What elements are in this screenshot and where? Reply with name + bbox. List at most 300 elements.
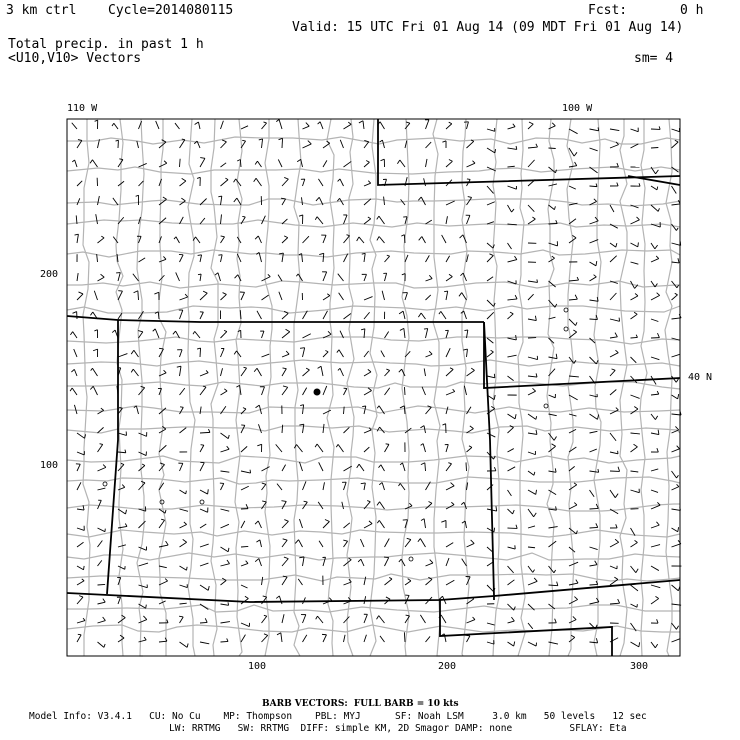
wind-barb (77, 526, 84, 531)
wind-barb (672, 293, 678, 300)
wind-barb (466, 215, 470, 224)
barb-note: BARB VECTORS: FULL BARB = 10 kts (262, 699, 459, 709)
wind-barb (282, 386, 288, 395)
county-line (620, 119, 627, 656)
wind-barb (98, 642, 106, 647)
wind-barb (446, 274, 452, 281)
wind-barb (221, 547, 229, 552)
wind-barb (426, 351, 433, 357)
wind-barb (112, 123, 118, 129)
wind-barb (276, 596, 282, 604)
wind-barb (610, 205, 614, 212)
state-border (107, 320, 118, 594)
wind-barb (200, 218, 205, 224)
wind-barb (377, 236, 385, 243)
wind-barb (77, 634, 81, 642)
wind-barb (508, 295, 518, 300)
wind-barb (446, 543, 453, 547)
wind-barb (221, 214, 222, 224)
wind-barb (549, 205, 556, 210)
wind-barb (651, 545, 660, 547)
wind-barb (672, 258, 680, 263)
wind-barb (569, 466, 575, 471)
wind-barb (221, 121, 224, 129)
wind-barb (418, 539, 426, 547)
wind-barb (254, 368, 261, 376)
wind-barb (323, 482, 324, 490)
wind-barb (672, 484, 679, 490)
wind-barb (467, 140, 474, 148)
wind-barb (98, 599, 106, 604)
wind-barb (77, 273, 78, 281)
wind-barb (377, 502, 385, 509)
wind-barb (651, 619, 658, 623)
wind-barb (651, 642, 658, 648)
wind-barb (131, 350, 138, 357)
wind-barb (344, 523, 350, 528)
wind-barb (590, 638, 598, 643)
wind-barb (379, 465, 385, 471)
wind-barb (98, 500, 102, 509)
wind-barb (445, 444, 449, 452)
wind-barb (569, 616, 576, 623)
wind-barb (322, 272, 327, 281)
wind-barb (651, 469, 658, 471)
wind-barb (303, 481, 306, 490)
wind-barb (424, 329, 428, 338)
wind-barb (631, 357, 637, 363)
wind-barb (337, 350, 344, 357)
wind-barb (262, 483, 266, 490)
wind-barb (117, 597, 121, 604)
wind-barb (631, 566, 639, 573)
wind-barb (137, 141, 139, 148)
wind-barb (467, 446, 472, 452)
wind-barb (651, 243, 658, 249)
wind-barb (338, 179, 344, 186)
wind-barb (159, 519, 165, 528)
wind-barb (221, 471, 230, 472)
wind-barb (159, 256, 166, 262)
wind-barb (118, 450, 126, 453)
wind-barb (323, 557, 326, 566)
wind-barb (98, 617, 106, 623)
wind-barb (98, 528, 106, 532)
wind-barb (569, 277, 579, 281)
wind-barb (610, 539, 619, 547)
wind-barb (631, 585, 638, 591)
wind-barb (98, 465, 106, 471)
county-line (67, 167, 680, 174)
wind-barb (379, 482, 384, 490)
wind-barb (279, 138, 283, 148)
wind-barb (98, 541, 103, 547)
wind-barb (442, 141, 446, 148)
county-line (640, 119, 647, 656)
wind-barb (221, 446, 230, 452)
wind-barb (257, 311, 262, 319)
wind-barb (159, 509, 166, 513)
wind-barb (610, 293, 616, 300)
wind-barb (259, 139, 263, 148)
wind-barb (98, 196, 100, 205)
wind-barb (262, 615, 267, 623)
wind-barb (159, 620, 168, 623)
wind-barb (241, 470, 251, 473)
wind-barb (405, 255, 408, 262)
wind-barb (487, 277, 493, 281)
calm-wind-marker (200, 500, 204, 504)
wind-barb (672, 186, 677, 193)
wind-barb (590, 297, 599, 301)
wind-barb (200, 604, 208, 610)
wind-barb (221, 178, 229, 186)
run-name: 3 km ctrl (6, 3, 77, 18)
wind-barb (610, 433, 616, 441)
wind-barb (528, 642, 537, 646)
wind-barb (118, 291, 122, 300)
wind-barb (344, 122, 352, 129)
wind-barb (528, 623, 533, 629)
wind-barb (361, 483, 366, 490)
wind-barb (318, 179, 323, 186)
wind-barb (318, 366, 323, 376)
wind-barb (404, 632, 405, 642)
wind-barb (301, 615, 306, 623)
wind-barb (200, 524, 206, 528)
wind-barb (77, 566, 84, 570)
wind-barb (179, 254, 183, 262)
wind-barb (301, 179, 305, 186)
wind-barb (364, 369, 371, 376)
wind-barb (467, 426, 474, 433)
wind-barb (343, 215, 347, 224)
wind-barb (303, 334, 311, 338)
wind-barb (343, 540, 347, 547)
wind-barb (193, 331, 200, 338)
wind-barb (71, 369, 77, 376)
model-info: Model Info: V3.4.1 CU: No Cu MP: Thompson PBL: MYJ SF: Noah LSM 3.0 km 50 levels 12 sec (29, 711, 647, 722)
wind-barb (98, 236, 105, 243)
wind-barb (569, 597, 578, 604)
wind-barb (342, 502, 344, 509)
wind-barb (426, 220, 432, 224)
wind-barb (446, 483, 454, 490)
wind-barb (255, 521, 261, 528)
wind-barb (179, 616, 183, 623)
county-line (567, 119, 574, 656)
wind-barb (426, 255, 430, 262)
wind-barb (156, 121, 159, 129)
bottom-label-200: 200 (438, 661, 457, 672)
wind-barb (255, 236, 261, 243)
wind-barb (487, 202, 495, 205)
wind-barb (467, 161, 476, 167)
county-line (67, 530, 680, 537)
wind-barb (316, 616, 323, 623)
wind-barb (528, 373, 537, 377)
wind-barb (442, 424, 446, 433)
wind-barb (446, 502, 454, 509)
wind-barb (241, 521, 245, 528)
wind-barb (508, 166, 515, 167)
wind-barb (276, 119, 282, 129)
wind-barb (631, 433, 640, 434)
wind-barb (220, 483, 224, 490)
wind-barb (459, 293, 467, 300)
wind-barb (590, 394, 598, 397)
wind-barb (344, 427, 350, 433)
wind-barb (446, 558, 449, 566)
wind-barb (180, 159, 181, 167)
wind-barb (651, 522, 659, 528)
county-line (67, 406, 680, 413)
wind-barb (218, 196, 221, 205)
wind-barb (631, 395, 640, 398)
wind-barb (282, 177, 288, 186)
wind-barb (508, 509, 515, 514)
calm-wind-marker (103, 482, 107, 486)
wind-barb (672, 224, 679, 231)
wind-barb (610, 524, 617, 528)
wind-barb (549, 394, 556, 398)
wind-barb (177, 350, 182, 357)
wind-barb (651, 147, 658, 148)
wind-barb (159, 161, 167, 167)
wind-barb (549, 527, 558, 528)
wind-barb (177, 366, 181, 376)
wind-barb (528, 414, 537, 419)
wind-barb (180, 178, 186, 186)
wind-barb (508, 124, 516, 129)
wind-barb (323, 410, 331, 414)
wind-barb (384, 197, 385, 205)
wind-barb (200, 544, 209, 547)
wind-barb (344, 235, 350, 243)
wind-barb (426, 560, 433, 566)
wind-barb (631, 642, 640, 647)
wind-barb (672, 507, 681, 511)
wind-barb (446, 201, 455, 205)
wind-barb (344, 635, 346, 642)
wind-barb (467, 617, 475, 623)
wind-barb (508, 580, 515, 585)
wind-barb (139, 546, 147, 550)
wind-barb (116, 140, 119, 148)
wind-barb (77, 482, 81, 490)
wind-barb (90, 160, 97, 167)
wind-barb (487, 338, 493, 343)
wind-barb (221, 163, 227, 167)
wind-barb (672, 540, 681, 547)
wind-barb (319, 253, 323, 262)
wind-barb (255, 559, 261, 566)
wind-barb (508, 205, 515, 212)
wind-barb (277, 484, 282, 490)
wind-barb (77, 451, 84, 455)
wind-barb (221, 524, 229, 528)
wind-barb (200, 386, 206, 395)
wind-barb (569, 319, 577, 326)
wind-barb (116, 273, 120, 281)
wind-barb (241, 623, 250, 627)
wind-barb (139, 563, 149, 566)
vector-title: <U10,V10> Vectors (8, 51, 142, 66)
wind-barb (651, 293, 660, 300)
wind-barb (258, 424, 261, 433)
wind-barb (672, 241, 681, 245)
wind-barb (528, 122, 533, 129)
wind-barb (256, 540, 261, 547)
wind-barb (323, 424, 324, 433)
wind-barb (221, 638, 229, 642)
wind-barb (508, 186, 517, 189)
wind-barb (323, 520, 329, 528)
wind-barb (70, 388, 77, 395)
wind-barb (610, 467, 620, 472)
wind-barb (221, 509, 230, 511)
wind-barb (221, 560, 230, 566)
wind-barb (610, 390, 616, 395)
wind-barb (180, 584, 188, 587)
wind-barb (402, 293, 407, 300)
wind-barb (301, 197, 302, 205)
wind-barb (282, 465, 286, 471)
wind-barb (176, 272, 180, 281)
wind-barb (651, 490, 658, 492)
wind-barb (528, 160, 535, 167)
wind-barb (377, 216, 385, 224)
top-label-100w: 100 W (562, 103, 593, 114)
wind-barb (420, 615, 425, 623)
wind-barb (610, 369, 615, 376)
wind-barb (590, 490, 595, 497)
wind-barb (569, 528, 577, 534)
wind-barb (569, 376, 579, 377)
wind-barb (300, 348, 305, 357)
wind-barb (180, 490, 187, 494)
wind-barb (405, 579, 411, 585)
county-line (211, 119, 218, 656)
wind-barb (282, 557, 288, 566)
wind-barb (672, 281, 679, 288)
wind-barb (508, 467, 516, 471)
wind-barb (358, 559, 364, 566)
wind-barb (241, 367, 247, 376)
wind-barb (528, 578, 537, 585)
wind-barb (528, 509, 536, 517)
wind-barb (590, 431, 598, 433)
wind-barb (357, 464, 364, 471)
wind-barb (631, 489, 640, 493)
wind-barb (323, 311, 327, 319)
wind-barb (549, 582, 558, 586)
wind-barb (303, 236, 309, 243)
wind-barb (610, 333, 617, 338)
wind-barb (241, 126, 248, 129)
wind-barb (303, 635, 307, 642)
wind-barb (323, 386, 327, 395)
wind-barb (446, 348, 450, 357)
wind-barb (159, 566, 167, 568)
wind-barb (382, 291, 384, 300)
wind-barb (118, 566, 125, 569)
wind-barb (200, 642, 209, 644)
wind-barb (241, 635, 245, 642)
wind-barb (255, 161, 261, 167)
wind-barb (221, 368, 223, 376)
wind-barb (631, 242, 639, 246)
wind-barb (487, 312, 494, 319)
wind-barb (590, 504, 599, 509)
wind-barb (282, 351, 289, 357)
wind-barb (262, 295, 269, 300)
wind-barb (508, 566, 514, 573)
wind-barb (362, 406, 366, 414)
wind-barb (98, 274, 105, 281)
wind-barb (364, 428, 371, 433)
wind-barb (159, 541, 168, 547)
county-line (402, 119, 409, 656)
wind-barb (424, 178, 426, 186)
wind-barb (94, 330, 97, 338)
wind-barb (260, 331, 264, 338)
wind-barb (487, 254, 493, 262)
wind-barb (139, 481, 145, 490)
wind-barb (282, 329, 290, 338)
wind-barb (385, 444, 389, 452)
wind-barb (439, 311, 446, 319)
wind-barb (651, 585, 660, 588)
wind-barb (98, 584, 106, 585)
wind-barb (179, 310, 183, 319)
wind-barb (73, 312, 77, 319)
wind-barb (200, 370, 208, 376)
wind-barb (446, 368, 453, 376)
wind-barb (383, 273, 386, 281)
wind-barb (528, 388, 536, 395)
wind-barb (528, 356, 538, 360)
wind-barb (385, 369, 390, 376)
wind-barb (651, 256, 659, 262)
wind-barb (364, 312, 370, 319)
wind-barb (118, 485, 125, 490)
calm-wind-marker (544, 404, 548, 408)
wind-barb (221, 602, 229, 605)
wind-barb (364, 614, 368, 623)
wind-barb (610, 350, 618, 357)
wind-barb (134, 406, 139, 414)
wind-barb (631, 293, 638, 300)
wind-barb (153, 329, 159, 338)
wind-barb (508, 414, 517, 419)
wind-barb (425, 120, 429, 129)
wind-barb (336, 444, 343, 452)
wind-barb (340, 140, 343, 148)
calm-wind-marker (564, 327, 568, 331)
wind-barb (651, 126, 660, 129)
wind-barb (200, 407, 201, 414)
wind-barb (282, 368, 286, 376)
wind-barb (364, 181, 371, 186)
wind-barb (549, 566, 556, 573)
wind-barb (385, 388, 390, 395)
wind-barb (344, 388, 347, 395)
wind-barb (487, 623, 495, 625)
wind-barb (180, 428, 187, 433)
wind-barb (200, 158, 205, 167)
wind-barb (74, 405, 77, 414)
